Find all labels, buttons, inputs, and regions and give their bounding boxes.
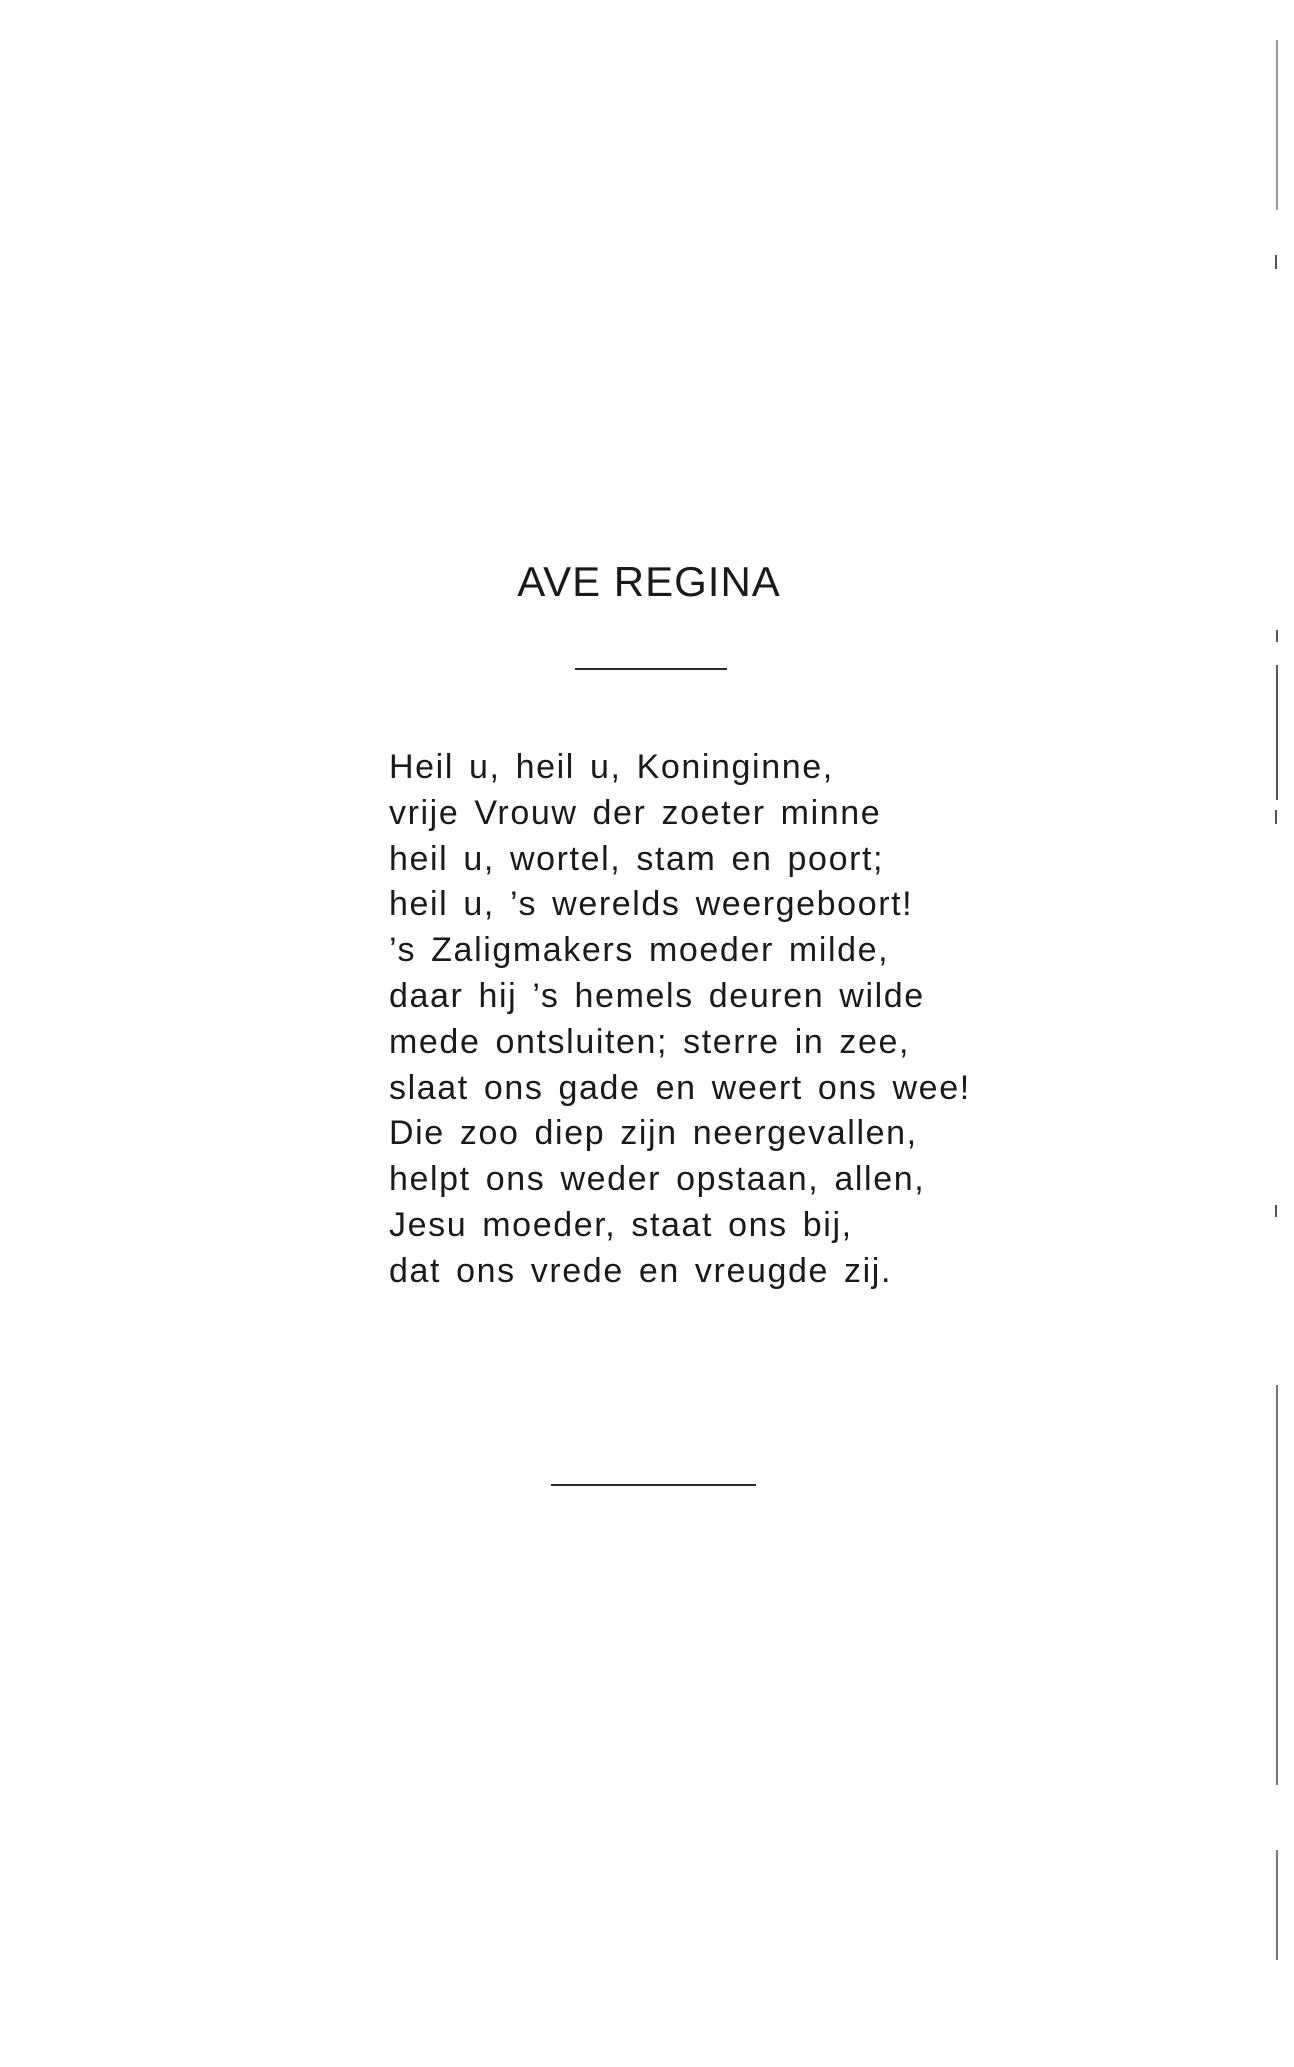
poem-line: helpt ons weder opstaan, allen, [389,1160,926,1199]
scan-edge-mark [1275,255,1277,269]
poem-line: heil u, wortel, stam en poort; [389,839,885,878]
scan-edge-mark [1276,665,1278,800]
poem-line: mede ontsluiten; sterre in zee, [389,1022,911,1061]
poem-stanza [389,745,971,1295]
poem-line: Heil u, heil u, Koninginne, [389,748,834,786]
poem-line: dat ons vrede en vreugde zij. [389,1251,893,1290]
poem-line: vrije Vrouw der zoeter minne [389,793,882,832]
scan-edge-mark [1275,1205,1277,1217]
poem-line: heil u, ’s werelds weergeboort! [389,885,914,924]
poem-line: Die zoo diep zijn neergevallen, [389,1114,918,1153]
scan-edge-mark [1276,1385,1278,1785]
title-rule [575,668,727,670]
poem-line: daar hij ’s hemels deuren wilde [389,976,925,1015]
scan-edge-mark [1276,1850,1278,1960]
scan-edge-mark [1276,630,1278,642]
scan-edge-mark [1275,810,1277,824]
scan-edge-marks [1254,0,1294,2067]
poem-line: Jesu moeder, staat ons bij, [389,1205,853,1244]
poem-line: ’s Zaligmakers moeder milde, [389,931,890,970]
scan-edge-mark [1276,40,1278,210]
poem-title: AVE REGINA [517,558,781,605]
poem-line: slaat ons gade en weert ons wee! [389,1068,971,1107]
end-rule [551,1484,756,1486]
